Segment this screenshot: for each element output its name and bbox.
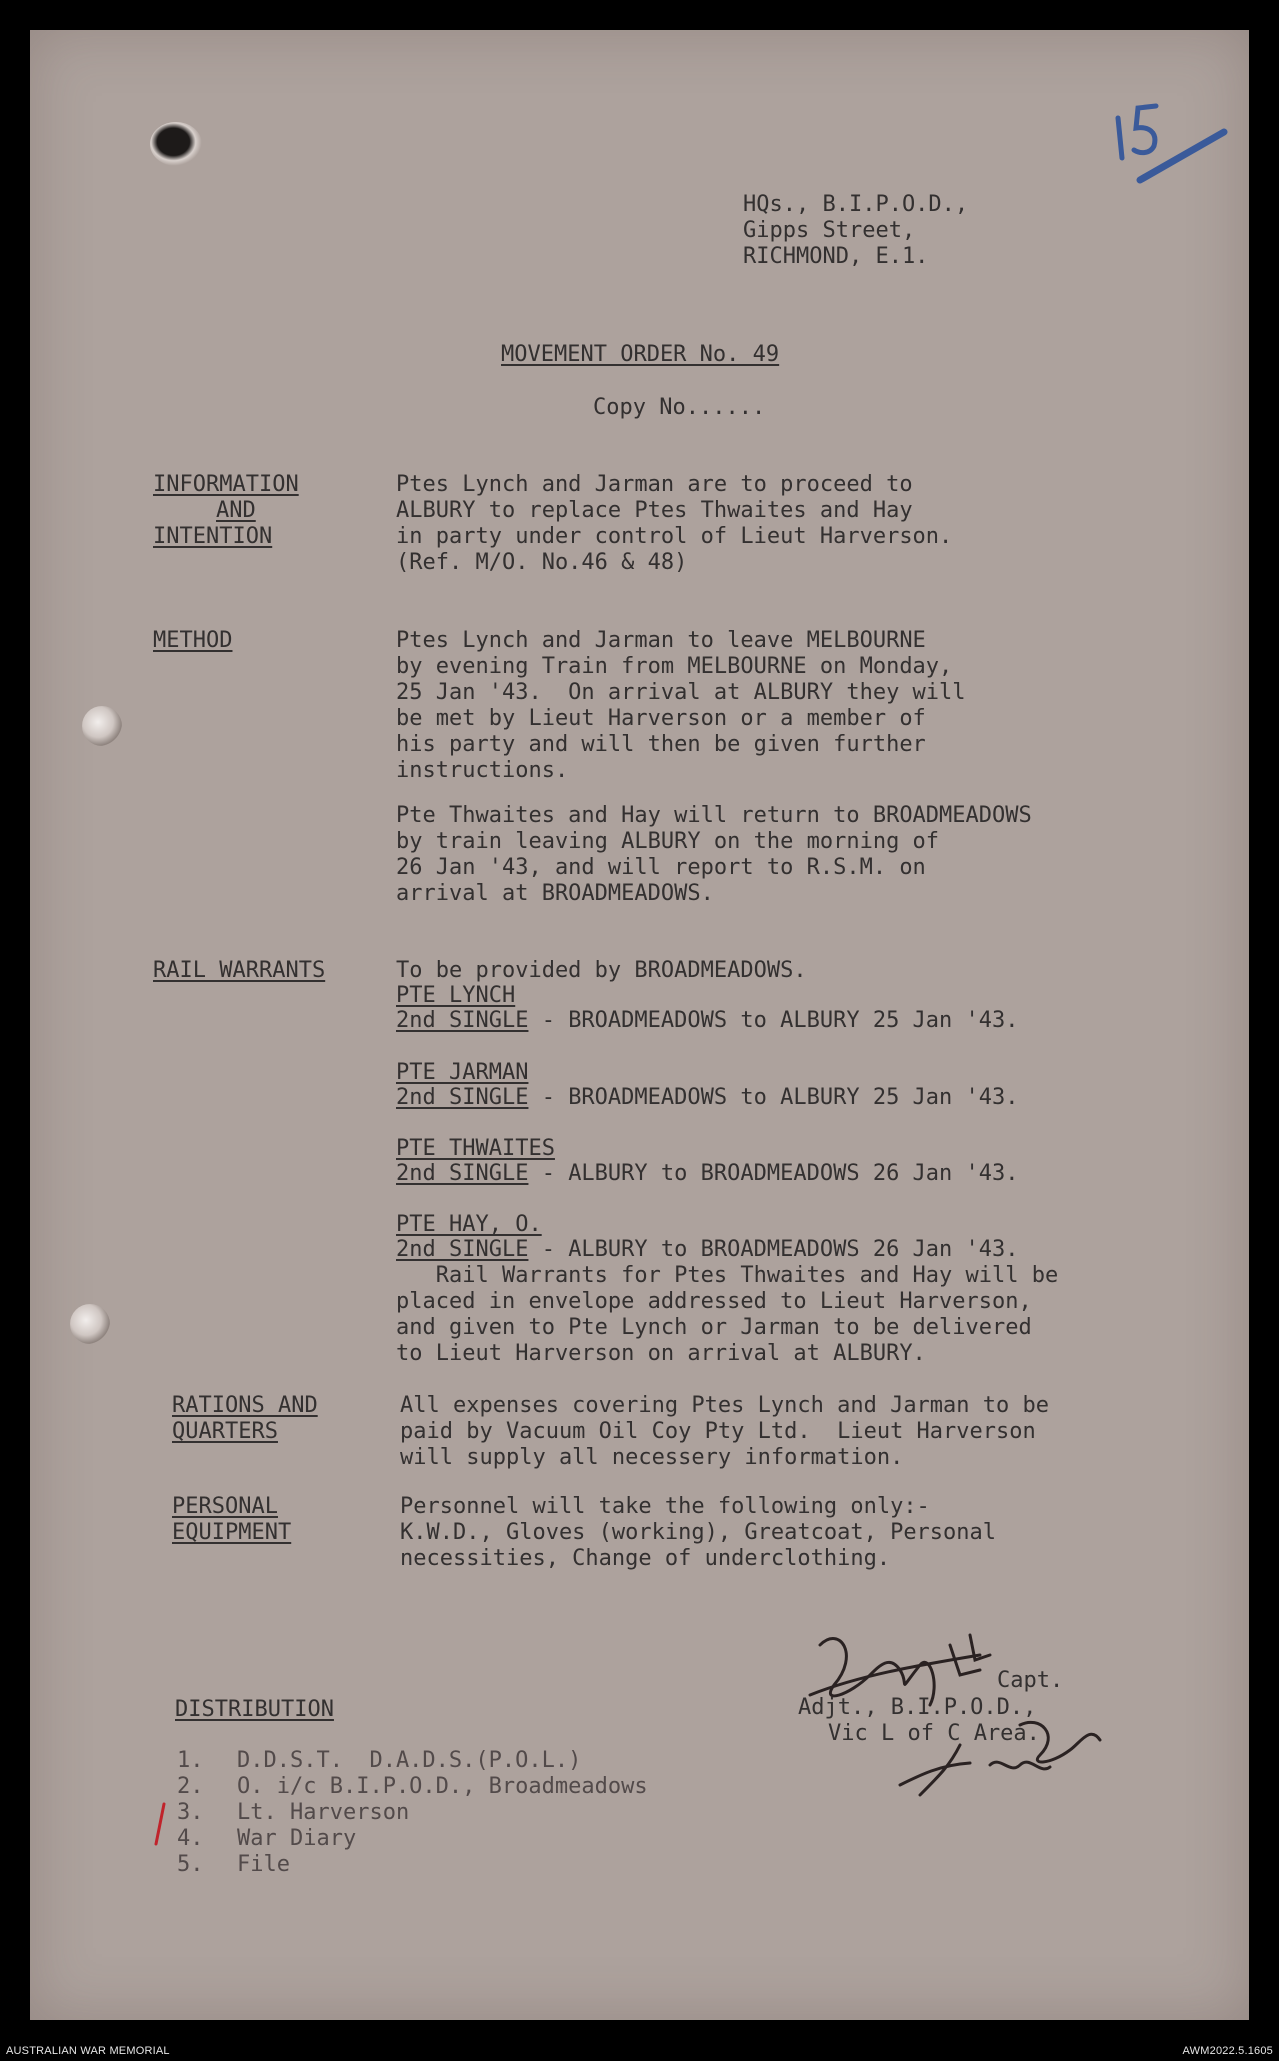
distribution-num-4: 4. (177, 1826, 204, 1851)
warrant-ticket-4: 2nd SINGLE (396, 1237, 529, 1262)
heading-rations: RATIONS AND (172, 1393, 318, 1418)
distribution-num-5: 5. (177, 1852, 204, 1877)
warrant-ticket-2: 2nd SINGLE (396, 1085, 529, 1110)
warrant-ticket-3: 2nd SINGLE (396, 1161, 529, 1186)
distribution-num-1: 1. (177, 1748, 204, 1773)
rations-line-2: paid by Vacuum Oil Coy Pty Ltd. Lieut Harverson (400, 1419, 1036, 1444)
heading-quarters: QUARTERS (172, 1419, 278, 1444)
hq-line-1: HQs., B.I.P.O.D., (743, 192, 969, 217)
method-line-3: 25 Jan '43. On arrival at ALBURY they will (396, 680, 966, 705)
warrant-line-2 (396, 1085, 1019, 1111)
heading-intention: INTENTION (153, 524, 273, 549)
warrant-note-line-3: and given to Pte Lynch or Jarman to be delivered (396, 1315, 1032, 1340)
warrant-route-1: - BROADMEADOWS to ALBURY 25 Jan '43. (528, 1008, 1019, 1033)
heading-personal: PERSONAL (172, 1494, 278, 1519)
punch-hole-lower (70, 1304, 110, 1344)
method-para2-line-3: 26 Jan '43, and will report to R.S.M. on (396, 855, 926, 880)
red-tick-mark (150, 1800, 170, 1850)
punch-hole-middle (82, 706, 122, 746)
distribution-item-5: File (237, 1852, 290, 1877)
warrant-line-3 (396, 1161, 1019, 1187)
warrant-name-2: PTE JARMAN (396, 1060, 529, 1085)
equipment-line-1: Personnel will take the following only:- (400, 1494, 930, 1519)
warrant-route-3: - ALBURY to BROADMEADOWS 26 Jan '43. (528, 1161, 1019, 1186)
warrant-route-4: - ALBURY to BROADMEADOWS 26 Jan '43. (528, 1237, 1019, 1262)
warrant-note-line-4: to Lieut Harverson on arrival at ALBURY. (396, 1341, 926, 1366)
equipment-line-3: necessities, Change of underclothing. (400, 1546, 891, 1571)
method-line-2: by evening Train from MELBOURNE on Monday, (396, 654, 953, 679)
heading-information: INFORMATION (153, 472, 299, 497)
signature-appointment: Adjt., B.I.P.O.D., (798, 1695, 1037, 1720)
distribution-item-4: War Diary (237, 1826, 357, 1851)
copy-number: Copy No...... (593, 395, 766, 420)
distribution-num-3: 3. (177, 1800, 204, 1825)
page-annotation-mark (1100, 88, 1240, 198)
heading-method: METHOD (153, 628, 233, 653)
rations-line-1: All expenses covering Ptes Lynch and Jarman to be (400, 1393, 1050, 1418)
warrant-note-line-1: Rail Warrants for Ptes Thwaites and Hay will be (396, 1263, 1059, 1288)
footer-institution: AUSTRALIAN WAR MEMORIAL (6, 2045, 170, 2057)
information-line-2: ALBURY to replace Ptes Thwaites and Hay (396, 498, 913, 523)
equipment-line-2: K.W.D., Gloves (working), Greatcoat, Personal (400, 1520, 997, 1545)
warrant-route-2: - BROADMEADOWS to ALBURY 25 Jan '43. (528, 1085, 1019, 1110)
information-line-4: (Ref. M/O. No.46 & 48) (396, 550, 688, 575)
method-para2-line-1: Pte Thwaites and Hay will return to BROADMEADOWS (396, 803, 1032, 828)
hq-line-3: RICHMOND, E.1. (743, 244, 929, 269)
method-para2-line-4: arrival at BROADMEADOWS. (396, 881, 714, 906)
warrant-name-3: PTE THWAITES (396, 1136, 555, 1161)
warrant-note-line-2: placed in envelope addressed to Lieut Harverson, (396, 1289, 1032, 1314)
page-annotation-text (1100, 88, 1101, 89)
rations-line-3: will supply all necessery information. (400, 1445, 904, 1470)
heading-distribution: DISTRIBUTION (175, 1697, 334, 1722)
method-line-1: Ptes Lynch and Jarman to leave MELBOURNE (396, 628, 926, 653)
punch-hole-top (150, 122, 202, 166)
warrant-name-1: PTE LYNCH (396, 983, 516, 1008)
hq-line-2: Gipps Street, (743, 218, 916, 243)
information-line-3: in party under control of Lieut Harverson. (396, 524, 953, 549)
warrant-ticket-1: 2nd SINGLE (396, 1008, 529, 1033)
heading-rail-warrants: RAIL WARRANTS (153, 958, 326, 983)
warrant-name-4: PTE HAY, O. (396, 1212, 542, 1237)
distribution-item-2: O. i/c B.I.P.O.D., Broadmeadows (237, 1774, 648, 1799)
warrant-line-1 (396, 1008, 1019, 1034)
signature-area: Vic L of C Area. (828, 1721, 1040, 1746)
distribution-item-1: D.D.S.T. D.A.D.S.(P.O.L.) (237, 1748, 582, 1773)
information-line-1: Ptes Lynch and Jarman are to proceed to (396, 472, 913, 497)
method-line-5: his party and will then be given further (396, 732, 926, 757)
distribution-num-2: 2. (177, 1774, 204, 1799)
heading-and: AND (216, 498, 256, 523)
method-line-4: be met by Lieut Harverson or a member of (396, 706, 926, 731)
method-line-6: instructions. (396, 758, 569, 783)
document-title: MOVEMENT ORDER No. 49 (501, 342, 780, 367)
warrant-line-4 (396, 1237, 1019, 1263)
distribution-item-3: Lt. Harverson (237, 1800, 410, 1825)
rail-warrants-intro: To be provided by BROADMEADOWS. (396, 958, 807, 983)
heading-equipment: EQUIPMENT (172, 1520, 292, 1545)
method-para2-line-2: by train leaving ALBURY on the morning of (396, 829, 940, 854)
signature-rank: Capt. (997, 1668, 1064, 1693)
footer-accession-number: AWM2022.5.1605 (1182, 2045, 1273, 2057)
